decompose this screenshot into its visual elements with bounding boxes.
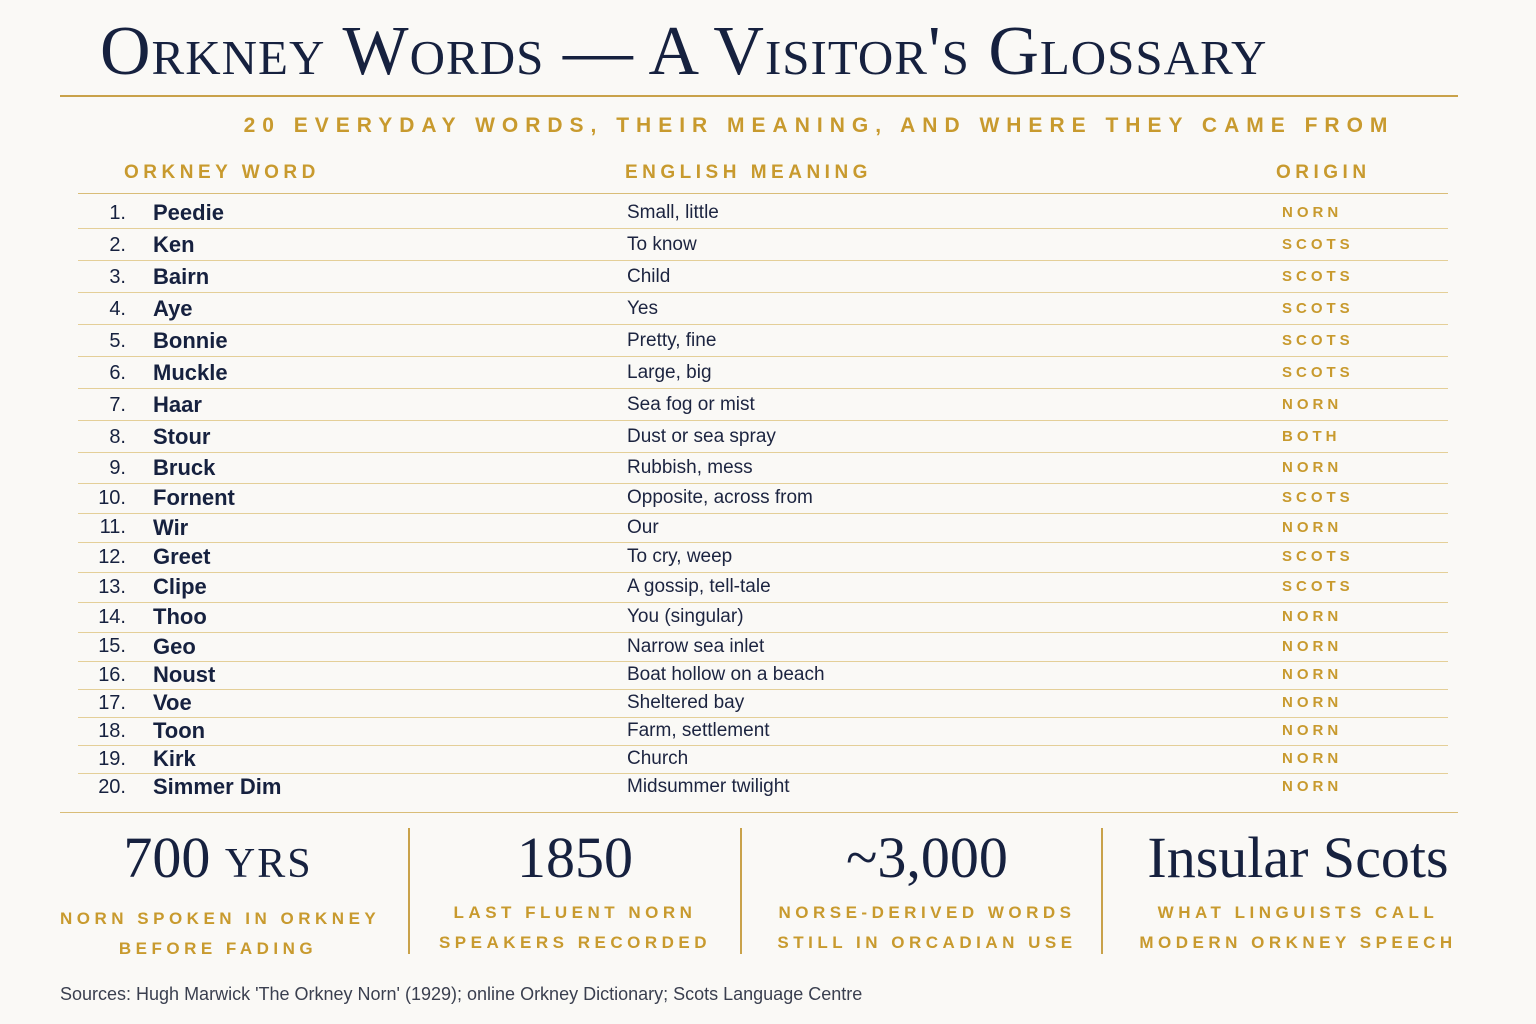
row-num: 5. bbox=[109, 330, 126, 352]
stat-last-speakers bbox=[420, 822, 730, 958]
table-row bbox=[78, 358, 1448, 389]
row-origin: NORN bbox=[1282, 666, 1343, 683]
table-row bbox=[78, 773, 1448, 801]
row-origin: SCOTS bbox=[1282, 548, 1354, 565]
stat-label bbox=[752, 898, 1102, 958]
stat-label bbox=[60, 904, 381, 964]
table-row bbox=[78, 422, 1448, 453]
row-meaning: Opposite, across from bbox=[627, 487, 813, 508]
row-origin: SCOTS bbox=[1282, 300, 1354, 317]
row-meaning: Dust or sea spray bbox=[627, 426, 776, 447]
row-num: 20. bbox=[98, 776, 126, 798]
table-row bbox=[78, 198, 1448, 229]
stat-label-line: MODERN ORKNEY SPEECH bbox=[1139, 933, 1457, 952]
row-origin: SCOTS bbox=[1282, 268, 1354, 285]
row-word: Toon bbox=[153, 718, 206, 743]
stat-value: Insular Scots bbox=[1147, 825, 1449, 890]
row-num: 16. bbox=[98, 664, 126, 686]
stat-label bbox=[420, 898, 730, 958]
stat-label-line: NORN SPOKEN IN ORKNEY bbox=[60, 909, 381, 928]
header-divider bbox=[78, 193, 1448, 194]
row-origin: NORN bbox=[1282, 519, 1343, 536]
row-word: Haar bbox=[153, 392, 202, 417]
row-meaning: To cry, weep bbox=[627, 546, 733, 567]
stat-divider bbox=[740, 828, 742, 954]
stat-divider bbox=[408, 828, 410, 954]
row-num: 6. bbox=[109, 362, 126, 384]
stat-label-line: STILL IN ORCADIAN USE bbox=[777, 933, 1077, 952]
page-title: Orkney Words — A Visitor's Glossary bbox=[100, 13, 1268, 90]
row-word: Muckle bbox=[153, 360, 228, 385]
table-row bbox=[78, 483, 1448, 514]
row-num: 7. bbox=[109, 394, 126, 416]
row-meaning: Small, little bbox=[627, 202, 719, 223]
row-origin: NORN bbox=[1282, 396, 1343, 413]
row-word: Peedie bbox=[153, 200, 224, 225]
page-subtitle: 20 EVERYDAY WORDS, THEIR MEANING, AND WHERE THEY CAME FROM bbox=[243, 114, 1395, 137]
row-num: 4. bbox=[109, 298, 126, 320]
row-origin: SCOTS bbox=[1282, 332, 1354, 349]
row-origin: BOTH bbox=[1282, 428, 1341, 445]
row-num: 1. bbox=[109, 202, 126, 224]
row-meaning: Boat hollow on a beach bbox=[627, 664, 825, 685]
table-row bbox=[78, 689, 1448, 718]
stat-label-line: NORSE-DERIVED WORDS bbox=[778, 903, 1076, 922]
column-header-origin: ORIGIN bbox=[1276, 162, 1371, 183]
stat-divider bbox=[1101, 828, 1103, 954]
row-meaning: Midsummer twilight bbox=[627, 776, 790, 797]
row-meaning: You (singular) bbox=[627, 606, 744, 627]
row-meaning: Child bbox=[627, 266, 671, 287]
row-meaning: A gossip, tell-tale bbox=[627, 576, 771, 597]
row-word: Bruck bbox=[153, 455, 216, 480]
row-word: Kirk bbox=[153, 746, 196, 771]
stat-value: 1850 bbox=[517, 825, 633, 890]
stat-label bbox=[1110, 898, 1486, 958]
stat-value: ~3,000 bbox=[846, 825, 1008, 890]
table-row bbox=[78, 262, 1448, 293]
row-meaning: Pretty, fine bbox=[627, 330, 717, 351]
stat-label-line: BEFORE FADING bbox=[118, 939, 318, 958]
table-row bbox=[78, 513, 1448, 543]
row-meaning: Church bbox=[627, 748, 689, 769]
row-num: 10. bbox=[98, 487, 126, 509]
sources-note: Sources: Hugh Marwick 'The Orkney Norn' (1929); online Orkney Dictionary; Scots Language Centre bbox=[60, 984, 863, 1004]
stat-label-line: LAST FLUENT NORN bbox=[453, 903, 697, 922]
row-word: Thoo bbox=[153, 604, 207, 629]
row-num: 11. bbox=[99, 516, 126, 538]
row-origin: SCOTS bbox=[1282, 364, 1354, 381]
row-word: Noust bbox=[153, 662, 216, 687]
row-num: 14. bbox=[98, 606, 126, 628]
table-row bbox=[78, 294, 1448, 325]
row-word: Bonnie bbox=[153, 328, 228, 353]
row-num: 12. bbox=[98, 546, 126, 568]
row-meaning: Rubbish, mess bbox=[627, 457, 753, 478]
row-meaning: Yes bbox=[627, 298, 658, 319]
row-origin: NORN bbox=[1282, 778, 1343, 795]
table-row bbox=[78, 542, 1448, 573]
row-word: Voe bbox=[153, 690, 192, 715]
row-meaning: Narrow sea inlet bbox=[627, 636, 765, 657]
row-word: Wir bbox=[153, 515, 189, 540]
row-word: Ken bbox=[153, 232, 195, 257]
row-word: Bairn bbox=[153, 264, 210, 289]
table-row bbox=[78, 572, 1448, 603]
row-meaning: To know bbox=[627, 234, 697, 255]
row-meaning: Sea fog or mist bbox=[627, 394, 755, 415]
row-meaning: Farm, settlement bbox=[627, 720, 770, 741]
stat-number: 700 bbox=[123, 825, 211, 890]
table-row bbox=[78, 717, 1448, 746]
row-num: 18. bbox=[98, 720, 126, 742]
row-word: Simmer Dim bbox=[153, 774, 282, 799]
stat-label-line: SPEAKERS RECORDED bbox=[438, 933, 712, 952]
row-origin: NORN bbox=[1282, 694, 1343, 711]
row-origin: NORN bbox=[1282, 204, 1343, 221]
row-num: 17. bbox=[98, 692, 126, 714]
table-row bbox=[78, 390, 1448, 421]
row-word: Greet bbox=[153, 544, 211, 569]
row-num: 2. bbox=[109, 234, 126, 256]
row-origin: NORN bbox=[1282, 638, 1343, 655]
row-origin: SCOTS bbox=[1282, 489, 1354, 506]
row-origin: SCOTS bbox=[1282, 236, 1354, 253]
row-word: Geo bbox=[153, 634, 196, 659]
row-num: 13. bbox=[98, 576, 126, 598]
table-row bbox=[78, 230, 1448, 261]
row-word: Fornent bbox=[153, 485, 235, 510]
table-row bbox=[78, 453, 1448, 484]
table-row bbox=[78, 745, 1448, 774]
column-header-word: ORKNEY WORD bbox=[124, 162, 320, 183]
row-num: 15. bbox=[98, 635, 126, 657]
stat-value bbox=[60, 822, 376, 900]
row-origin: NORN bbox=[1282, 722, 1343, 739]
row-meaning: Our bbox=[627, 517, 659, 538]
row-meaning: Sheltered bay bbox=[627, 692, 745, 713]
table-row bbox=[78, 326, 1448, 357]
stat-norse-words bbox=[752, 822, 1102, 958]
row-origin: SCOTS bbox=[1282, 578, 1354, 595]
row-meaning: Large, big bbox=[627, 362, 712, 383]
row-num: 9. bbox=[109, 457, 126, 479]
title-divider bbox=[60, 95, 1458, 97]
row-num: 3. bbox=[109, 266, 126, 288]
stat-unit: YRS bbox=[224, 841, 313, 887]
row-origin: NORN bbox=[1282, 750, 1343, 767]
stat-insular-scots bbox=[1110, 822, 1486, 958]
column-header-meaning: ENGLISH MEANING bbox=[625, 162, 872, 183]
row-word: Stour bbox=[153, 424, 211, 449]
table-row bbox=[78, 632, 1448, 662]
row-num: 19. bbox=[98, 748, 126, 770]
stat-norn-years bbox=[60, 822, 381, 964]
row-word: Aye bbox=[153, 296, 193, 321]
row-origin: NORN bbox=[1282, 608, 1343, 625]
stat-label-line: WHAT LINGUISTS CALL bbox=[1157, 903, 1439, 922]
table-bottom-divider bbox=[60, 812, 1458, 813]
row-word: Clipe bbox=[153, 574, 207, 599]
table-row bbox=[78, 602, 1448, 633]
row-origin: NORN bbox=[1282, 459, 1343, 476]
row-num: 8. bbox=[109, 426, 126, 448]
table-row bbox=[78, 661, 1448, 690]
